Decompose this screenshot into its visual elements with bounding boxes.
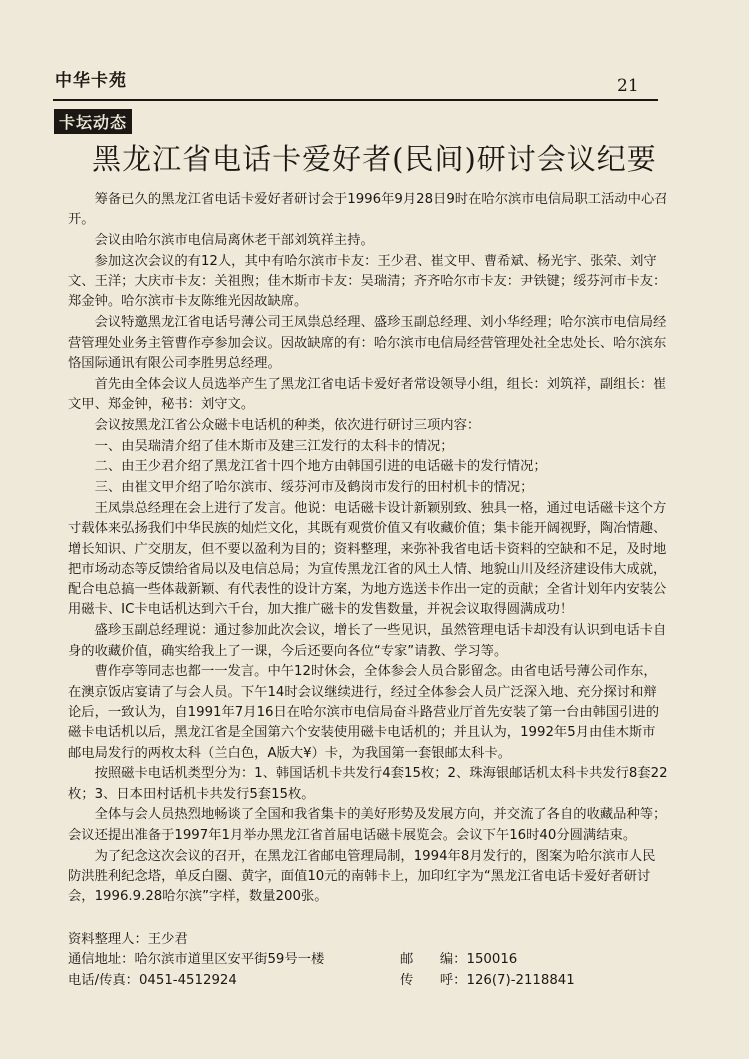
paragraph: 一、由吴瑞清介绍了佳木斯市及建三江发行的太科卡的情况； xyxy=(94,438,454,454)
postcode-line: 邮 编：150016 xyxy=(400,952,518,968)
compiler-line: 资料整理人：王少君 xyxy=(68,932,188,947)
paragraph: 首先由全体会议人员选举产生了黑龙江省电话卡爱好者常设领导小组，组长：刘筑祥，副组长：崔文甲、郑金钟，秘书：刘守文。 xyxy=(68,376,667,412)
paragraph: 全体与会人员热烈地畅谈了全国和我省集卡的美好形势及发展方向，并交流了各自的收藏品种等；会议还提出准备于1997年1月举办黑龙江省首届电话磁卡展览会。会议下午16时40分圆满结束。 xyxy=(68,807,667,843)
paragraph: 筹备已久的黑龙江省电话卡爱好者研讨会于1996年9月28日9时在哈尔滨市电信局职工活动中心召开。 xyxy=(68,192,668,228)
address-line: 通信地址：哈尔滨市道里区安平街59号一楼 xyxy=(68,952,325,968)
paragraph: 按照磁卡电话机类型分为：1、韩国话机卡共发行4套15枚；2、珠海银邮话机太科卡共发行8套22枚；3、日本田村话机卡共发行5套15枚。 xyxy=(68,766,668,802)
paragraph: 会议特邀黑龙江省电话号薄公司王凤祟总经理、盛珍玉副总经理、刘小华经理；哈尔滨市电信局经营管理处业务主管曹作亭参加会议。因故缺席的有：哈尔滨市电信局经营管理处社全忠处长、哈尔滨东恪国际通讯有限公司李胜男总经理。 xyxy=(68,315,667,371)
header-rule xyxy=(53,99,658,101)
article-body xyxy=(68,190,668,907)
paragraph: 二、由王少君介绍了黑龙江省十四个地方由韩国引进的电话磁卡的发行情况； xyxy=(94,459,547,475)
paragraph: 王凤祟总经理在会上进行了发言。他说：电话磁卡设计新颖别致、独具一格，通过电话磁卡这个方寸载体来弘扬我们中华民族的灿烂文化，其既有观赏价值又有收藏价值；集卡能开阔视野，陶冶情趣、增长知识、广交朋友，但不要以盈利为目的；资料整理，来弥补我省电话卡资料的空缺和不足，及时地把市场动态等反馈给省局以及电信总局；为宣传黑龙江省的风土人情、地貌山川及经济建设伟大成就，配合电总搞一些体裁新颖、有代表性的设计方案，为地方选送卡作出一定的贡献；全省计划年内安装公用磁卡、IC卡电话机达到六千台，加大推广磁卡的发售数量，并祝会议取得圆满成功！ xyxy=(68,500,667,618)
section-tag: 卡坛动态 xyxy=(54,109,132,134)
paragraph: 三、由崔文甲介绍了哈尔滨市、绥芬河市及鹤岗市发行的田村机卡的情况； xyxy=(94,480,534,496)
contact-row xyxy=(68,950,668,970)
pager-line: 传 呼：126(7)-2118841 xyxy=(400,972,575,988)
paragraph: 盛珍玉副总经理说：通过参加此次会议，增长了一些见识，虽然管理电话卡却没有认识到电话卡自身的收藏价值，确实给我上了一课，今后还要向各位“专家”请教、学习等。 xyxy=(68,623,667,659)
contact-info xyxy=(68,930,668,991)
phone-line: 电话/传真：0451-4512924 xyxy=(68,972,237,988)
publication-name: 中华卡苑 xyxy=(55,71,127,91)
page-number: 21 xyxy=(617,76,639,96)
paragraph: 会议由哈尔滨市电信局离休老干部刘筑祥主持。 xyxy=(94,233,374,249)
paragraph: 参加这次会议的有12人，其中有哈尔滨市卡友：王少君、崔文甲、曹希斌、杨光宇、张荣、刘守文、王洋；大庆市卡友：关祖煦；佳木斯市卡友：吴瑞清；齐齐哈尔市卡友：尹铁键；绥芬河市卡友：郑金钟。哈尔滨市卡友陈维光因故缺席。 xyxy=(68,253,667,310)
paragraph: 会议按黑龙江省公众磁卡电话机的种类，依次进行研讨三项内容： xyxy=(94,417,481,433)
contact-row xyxy=(68,971,668,991)
article-title: 黑龙江省电话卡爱好者(民间)研讨会议纪要 xyxy=(92,142,657,176)
paragraph: 曹作亭等同志也都一一发言。中午12时休会，全体参会人员合影留念。由省电话号薄公司作东，在澳京饭店宴请了与会人员。下午14时会议继续进行，经过全体参会人员广泛深入地、充分探讨和辩论后，一致认为，自1991年7月16日在哈尔滨市电信局奋斗路营业厅首先安装了第一台由韩国引进的磁卡电话机以后，黑龙江省是全国第六个安装使用磁卡电话机的；并且认为，1992年5月由佳木斯市邮电局发行的两枚太科（兰白色，A版大¥）卡，为我国第一套银邮太科卡。 xyxy=(68,664,660,761)
paragraph: 为了纪念这次会议的召开，在黑龙江省邮电管理局制，1994年8月发行的，图案为哈尔滨市人民防洪胜利纪念塔，单反白圈、黄字，面值10元的南韩卡上，加印红字为“黑龙江省电话卡爱好者研讨会，1996.9.28哈尔滨”字样，数量200张。 xyxy=(68,848,656,905)
